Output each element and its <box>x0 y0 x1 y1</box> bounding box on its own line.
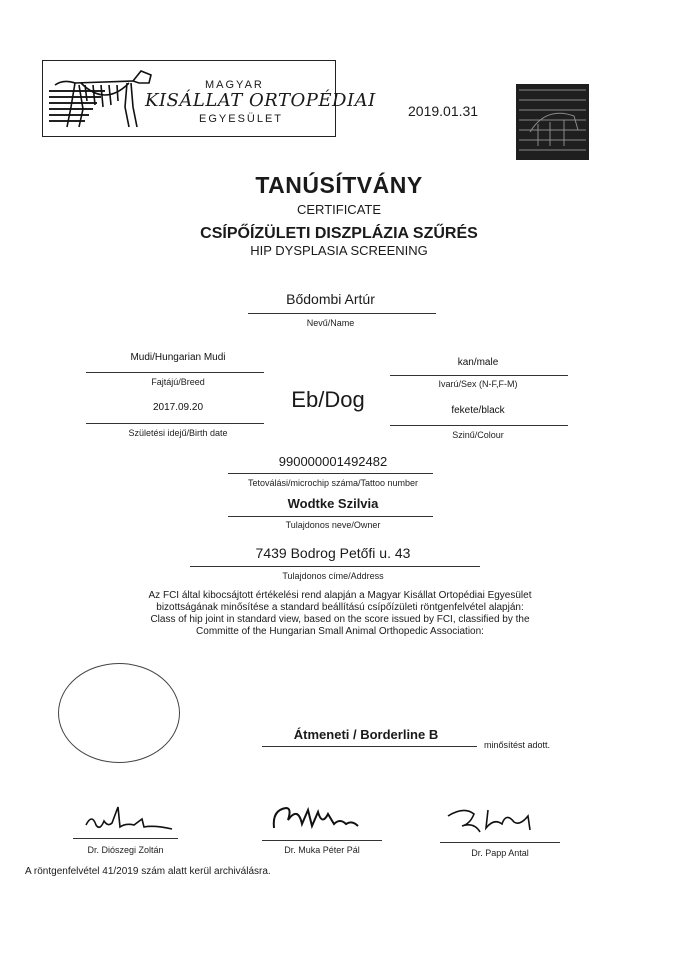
breed-underline <box>86 372 264 373</box>
dog-name-value: Bődombi Artúr <box>286 291 375 307</box>
owner-value: Wodtke Szilvia <box>287 496 379 511</box>
security-seal <box>516 84 589 160</box>
signature-2-name: Dr. Muka Péter Pál <box>284 845 360 855</box>
archive-note: A röntgenfelvétel 41/2019 szám alatt kerül archiválásra. <box>25 866 271 877</box>
signature-1-icon <box>82 803 182 835</box>
signature-3-icon <box>444 802 544 838</box>
logo-text-line3: EGYESÜLET <box>199 113 284 125</box>
breed-value: Mudi/Hungarian Mudi <box>130 352 226 363</box>
address-underline <box>190 566 480 567</box>
sex-value: kan/male <box>457 357 499 368</box>
certificate-subtitle: CERTIFICATE <box>296 202 382 217</box>
stamp-placeholder <box>58 663 180 763</box>
classification-statement <box>60 590 620 638</box>
statement-line: bizottságának minősítése a standard beállítású csípőízületi röntgenfelvétel alapján: <box>156 602 524 613</box>
statement-line: Committe of the Hungarian Small Animal Orthopedic Association: <box>196 626 484 637</box>
result-underline <box>262 746 477 747</box>
statement-line: Class of hip joint in standard view, based on the score issued by FCI, classified by the <box>150 614 530 625</box>
birth-date-label: Születési idejű/Birth date <box>128 428 228 438</box>
address-value: 7439 Bodrog Petőfi u. 43 <box>255 545 411 561</box>
microchip-label: Tetoválási/microchip száma/Tattoo number <box>247 478 419 488</box>
microchip-underline <box>228 473 433 474</box>
screening-title: CSÍPŐÍZÜLETI DISZPLÁZIA SZŰRÉS <box>200 225 478 242</box>
result-value: Átmeneti / Borderline B <box>293 727 439 742</box>
signature-1-line <box>73 838 178 839</box>
colour-value: fekete/black <box>451 405 505 416</box>
certificate-title: TANÚSÍTVÁNY <box>255 172 423 198</box>
birth-date-value: 2017.09.20 <box>152 402 204 413</box>
sex-underline <box>390 375 568 376</box>
certificate-date: 2019.01.31 <box>408 103 479 119</box>
signature-3-name: Dr. Papp Antal <box>471 848 529 858</box>
signature-1-name: Dr. Diószegi Zoltán <box>87 845 164 855</box>
owner-underline <box>228 516 433 517</box>
address-label: Tulajdonos címe/Address <box>282 571 384 581</box>
dog-skeleton-logo-icon <box>45 61 155 134</box>
species-value: Eb/Dog <box>291 387 365 412</box>
colour-label: Szinű/Colour <box>452 430 504 440</box>
seal-pattern-icon <box>516 84 589 160</box>
birth-date-underline <box>86 423 264 424</box>
colour-underline <box>390 425 568 426</box>
logo-text-line1: MAGYAR <box>205 79 264 91</box>
name-underline <box>248 313 436 314</box>
owner-label: Tulajdonos neve/Owner <box>285 520 381 530</box>
logo-text-line2: KISÁLLAT ORTOPÉDIAI <box>145 90 376 111</box>
signature-3-line <box>440 842 560 843</box>
screening-subtitle: HIP DYSPLASIA SCREENING <box>250 243 428 258</box>
signature-2-line <box>262 840 382 841</box>
result-suffix: minősítést adott. <box>484 740 551 750</box>
sex-label: Ivarú/Sex (N-F,F-M) <box>438 379 518 389</box>
microchip-value: 990000001492482 <box>278 454 388 469</box>
signature-2-icon <box>268 800 368 836</box>
dog-name-label: Nevű/Name <box>306 318 355 328</box>
breed-label: Fajtájú/Breed <box>151 377 205 387</box>
statement-line: Az FCI által kibocsájtott értékelési rend alapján a Magyar Kisállat Ortopédiai Egyesület <box>148 590 532 601</box>
